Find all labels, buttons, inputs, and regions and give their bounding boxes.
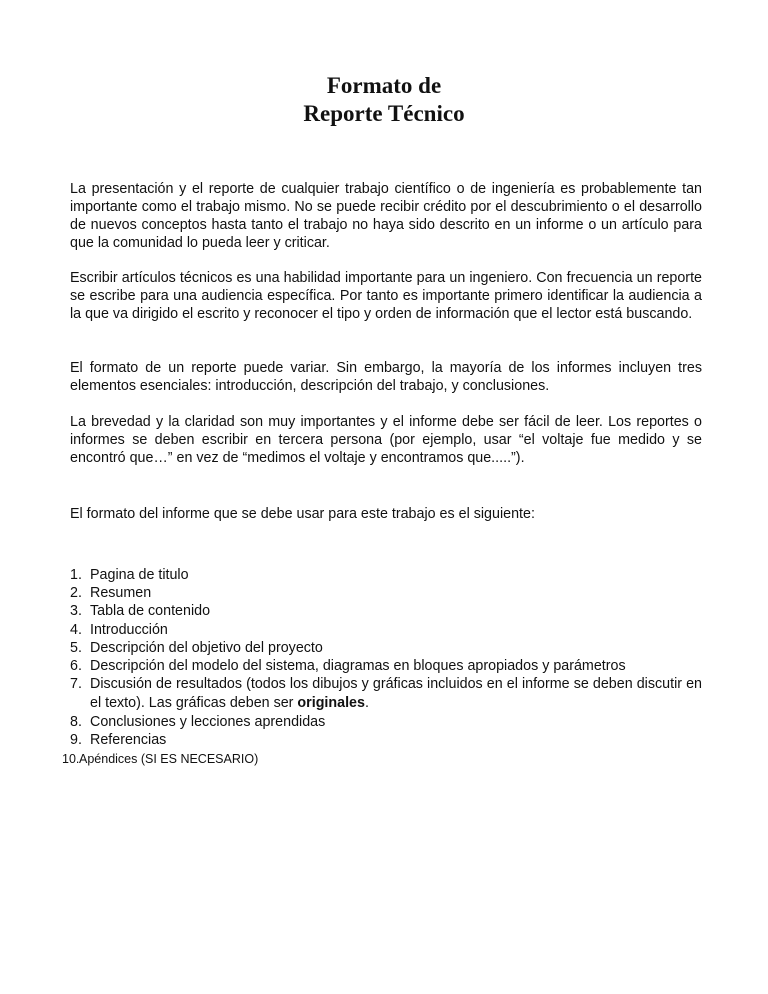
list-item bbox=[70, 602, 702, 620]
list-item bbox=[70, 675, 702, 713]
paragraph-skills: Escribir artículos técnicos es una habilidad importante para un ingeniero. Con frecuencia un reporte se escribe para una audiencia específica. Por tanto es importante primero identificar la audiencia a la que va dirigido el escrito y reconocer el tipo y orden de información que el lector está buscando. bbox=[70, 270, 702, 322]
list-item-text: Referencias bbox=[90, 732, 167, 749]
paragraph-format: El formato de un reporte puede variar. Sin embargo, la mayoría de los informes incluyen tres elementos esenciales: introducción, descripción del trabajo, y conclusiones. bbox=[70, 360, 702, 394]
title-line-2: Reporte Técnico bbox=[303, 101, 465, 126]
list-item-number: 7. bbox=[70, 676, 82, 693]
list-item-number: 10. bbox=[62, 751, 80, 766]
list-item-number: 9. bbox=[70, 732, 82, 749]
list-item-number: 3. bbox=[70, 603, 82, 620]
document-title bbox=[0, 72, 768, 128]
list-item-number: 4. bbox=[70, 621, 82, 638]
title-line-1: Formato de bbox=[326, 73, 442, 98]
list-item-text: Conclusiones y lecciones aprendidas bbox=[90, 714, 326, 731]
list-item-text: Descripción del modelo del sistema, diagramas en bloques apropiados y parámetros bbox=[90, 658, 626, 675]
list-item-text: Apéndices (SI ES NECESARIO) bbox=[79, 751, 259, 766]
list-item-number: 5. bbox=[70, 639, 82, 656]
paragraph-list-intro: El formato del informe que se debe usar para este trabajo es el siguiente: bbox=[70, 506, 535, 522]
paragraph-intro: La presentación y el reporte de cualquier trabajo científico o de ingeniería es probablemente tan importante como el trabajo mismo. No se puede recibir crédito por el descubrimiento o el desarrollo de nuevos conceptos hasta tanto el trabajo no haya sido descrito en un informe o un artículo para que la comunidad lo pueda leer y criticar. bbox=[70, 181, 702, 251]
list-item bbox=[70, 621, 702, 639]
list-item-text: Descripción del objetivo del proyecto bbox=[90, 639, 323, 656]
list-item bbox=[62, 750, 702, 768]
list-item-punctuation: . bbox=[364, 695, 369, 712]
list-item bbox=[70, 566, 702, 584]
report-sections-list bbox=[62, 566, 702, 768]
paragraph-brevity: La brevedad y la claridad son muy importantes y el informe debe ser fácil de leer. Los reportes o informes se deben escribir en tercera persona (por ejemplo, usar “el voltaje fue medido y se encontró que…” en vez de “medimos el voltaje y encontramos que.....”). bbox=[70, 414, 702, 466]
list-item-number: 2. bbox=[70, 585, 82, 602]
list-item bbox=[70, 657, 702, 675]
list-item-text: Introducción bbox=[90, 621, 168, 638]
list-item-text: Discusión de resultados (todos los dibujos y gráficas incluidos en el informe se deben discutir en el texto). Las gráficas deben ser bbox=[90, 676, 702, 712]
list-item bbox=[70, 731, 702, 749]
list-item bbox=[70, 584, 702, 602]
list-item-text: Pagina de titulo bbox=[90, 567, 189, 583]
list-item-emphasis: originales bbox=[297, 695, 365, 712]
list-item-number: 6. bbox=[70, 658, 82, 675]
list-item-number: 1. bbox=[70, 567, 82, 583]
list-item-text: Tabla de contenido bbox=[90, 603, 211, 620]
list-item-number: 8. bbox=[70, 714, 82, 731]
list-item bbox=[70, 639, 702, 657]
list-item bbox=[70, 713, 702, 731]
list-item-text: Resumen bbox=[90, 585, 152, 602]
